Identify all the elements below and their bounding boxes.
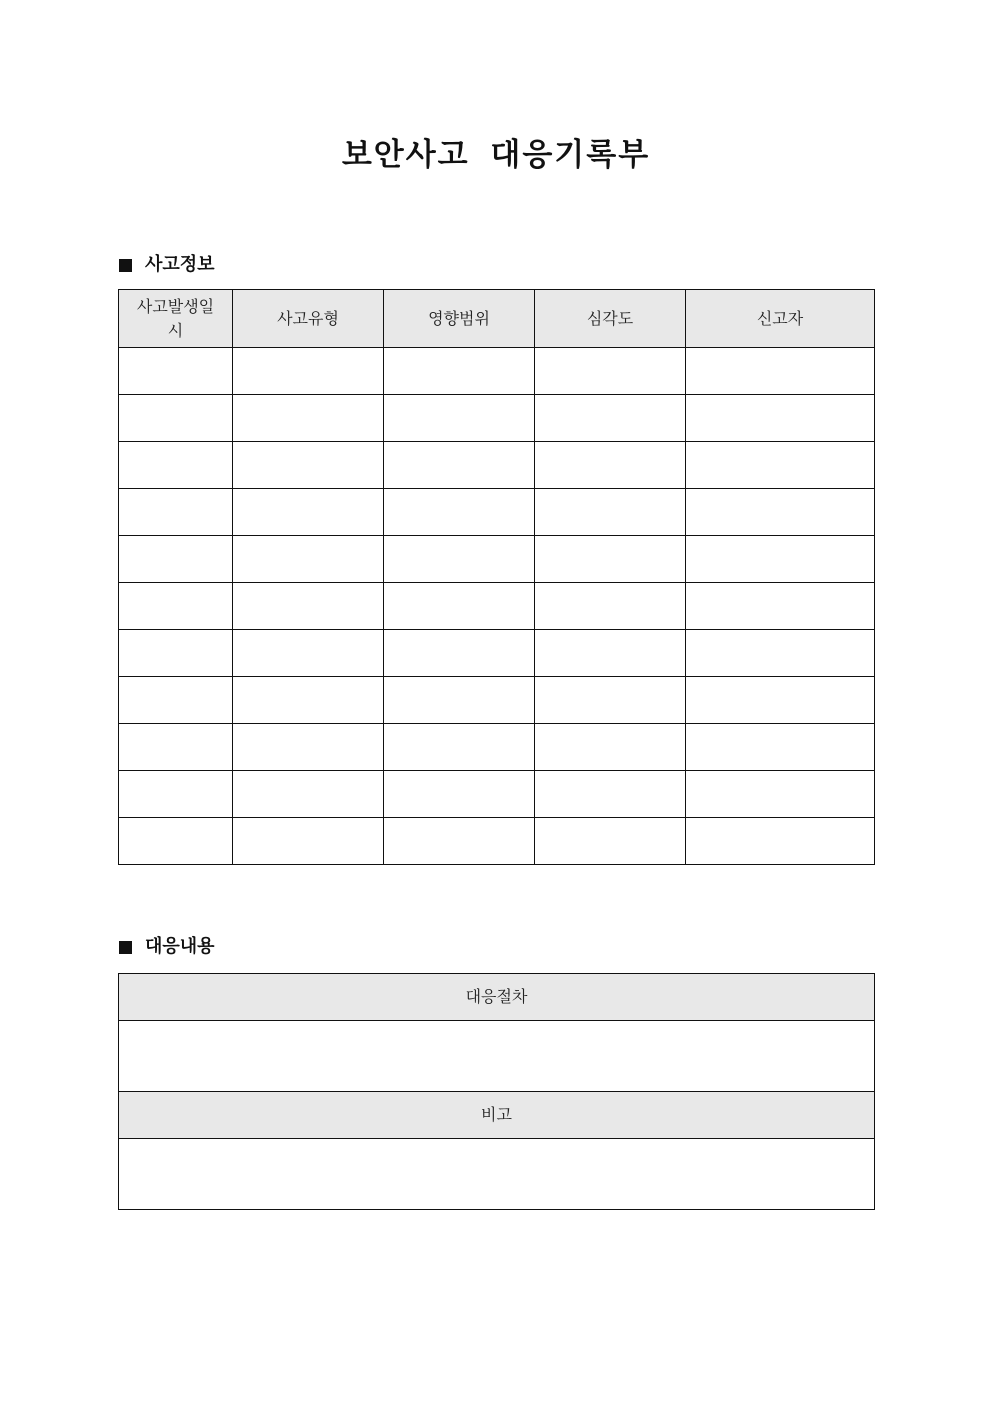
black-square-icon [119, 941, 132, 954]
cell-incident-type[interactable] [233, 395, 384, 442]
cell-incident-type[interactable] [233, 630, 384, 677]
cell-incident-type[interactable] [233, 818, 384, 865]
cell-impact-scope[interactable] [384, 724, 535, 771]
cell-reporter[interactable] [686, 583, 875, 630]
response-table [118, 973, 875, 1210]
cell-reporter[interactable] [686, 630, 875, 677]
column-header-impact-scope: 영향범위 [384, 290, 535, 348]
cell-impact-scope[interactable] [384, 677, 535, 724]
table-row [119, 348, 875, 395]
cell-incident-type[interactable] [233, 536, 384, 583]
cell-impact-scope[interactable] [384, 395, 535, 442]
table-row [119, 724, 875, 771]
table-row [119, 818, 875, 865]
cell-impact-scope[interactable] [384, 442, 535, 489]
cell-occurrence-datetime[interactable] [119, 348, 233, 395]
cell-impact-scope[interactable] [384, 348, 535, 395]
cell-occurrence-datetime[interactable] [119, 489, 233, 536]
cell-severity[interactable] [535, 771, 686, 818]
cell-severity[interactable] [535, 489, 686, 536]
cell-severity[interactable] [535, 724, 686, 771]
remarks-content-row [119, 1139, 875, 1210]
cell-incident-type[interactable] [233, 677, 384, 724]
section-heading-incident-info [119, 253, 215, 277]
remarks-content-cell[interactable] [119, 1139, 875, 1210]
cell-reporter[interactable] [686, 348, 875, 395]
cell-impact-scope[interactable] [384, 536, 535, 583]
table-row [119, 771, 875, 818]
cell-incident-type[interactable] [233, 583, 384, 630]
cell-reporter[interactable] [686, 677, 875, 724]
cell-occurrence-datetime[interactable] [119, 395, 233, 442]
table-row [119, 630, 875, 677]
cell-occurrence-datetime[interactable] [119, 771, 233, 818]
remarks-header-row [119, 1092, 875, 1139]
cell-occurrence-datetime[interactable] [119, 724, 233, 771]
procedure-header: 대응절차 [119, 974, 875, 1021]
cell-occurrence-datetime[interactable] [119, 583, 233, 630]
column-header-occurrence-datetime [119, 290, 233, 348]
procedure-content-row [119, 1021, 875, 1092]
table-row [119, 489, 875, 536]
black-square-icon [119, 259, 132, 272]
cell-severity[interactable] [535, 395, 686, 442]
table-row [119, 395, 875, 442]
cell-severity[interactable] [535, 818, 686, 865]
cell-occurrence-datetime[interactable] [119, 677, 233, 724]
cell-impact-scope[interactable] [384, 771, 535, 818]
cell-severity[interactable] [535, 583, 686, 630]
cell-reporter[interactable] [686, 771, 875, 818]
column-header-label: 사고발생일시 [136, 296, 215, 340]
column-header-incident-type: 사고유형 [233, 290, 384, 348]
incident-info-table [118, 289, 875, 865]
cell-occurrence-datetime[interactable] [119, 442, 233, 489]
remarks-header: 비고 [119, 1092, 875, 1139]
column-header-reporter: 신고자 [686, 290, 875, 348]
section-heading-label: 대응내용 [145, 936, 215, 957]
table-row [119, 536, 875, 583]
section-heading-label: 사고정보 [145, 254, 215, 275]
cell-reporter[interactable] [686, 724, 875, 771]
cell-severity[interactable] [535, 442, 686, 489]
document-title: 보안사고 대응기록부 [341, 137, 651, 173]
cell-incident-type[interactable] [233, 442, 384, 489]
table-row [119, 677, 875, 724]
procedure-header-row [119, 974, 875, 1021]
cell-occurrence-datetime[interactable] [119, 818, 233, 865]
cell-impact-scope[interactable] [384, 583, 535, 630]
cell-severity[interactable] [535, 536, 686, 583]
cell-incident-type[interactable] [233, 348, 384, 395]
cell-reporter[interactable] [686, 536, 875, 583]
cell-incident-type[interactable] [233, 771, 384, 818]
cell-incident-type[interactable] [233, 724, 384, 771]
cell-reporter[interactable] [686, 818, 875, 865]
cell-impact-scope[interactable] [384, 489, 535, 536]
cell-reporter[interactable] [686, 442, 875, 489]
column-header-severity: 심각도 [535, 290, 686, 348]
section-heading-response [119, 935, 215, 959]
cell-incident-type[interactable] [233, 489, 384, 536]
cell-severity[interactable] [535, 677, 686, 724]
table-row [119, 583, 875, 630]
table-row [119, 442, 875, 489]
table-header-row [119, 290, 875, 348]
cell-severity[interactable] [535, 348, 686, 395]
cell-reporter[interactable] [686, 395, 875, 442]
cell-reporter[interactable] [686, 489, 875, 536]
cell-severity[interactable] [535, 630, 686, 677]
cell-occurrence-datetime[interactable] [119, 630, 233, 677]
cell-occurrence-datetime[interactable] [119, 536, 233, 583]
cell-impact-scope[interactable] [384, 630, 535, 677]
procedure-content-cell[interactable] [119, 1021, 875, 1092]
cell-impact-scope[interactable] [384, 818, 535, 865]
